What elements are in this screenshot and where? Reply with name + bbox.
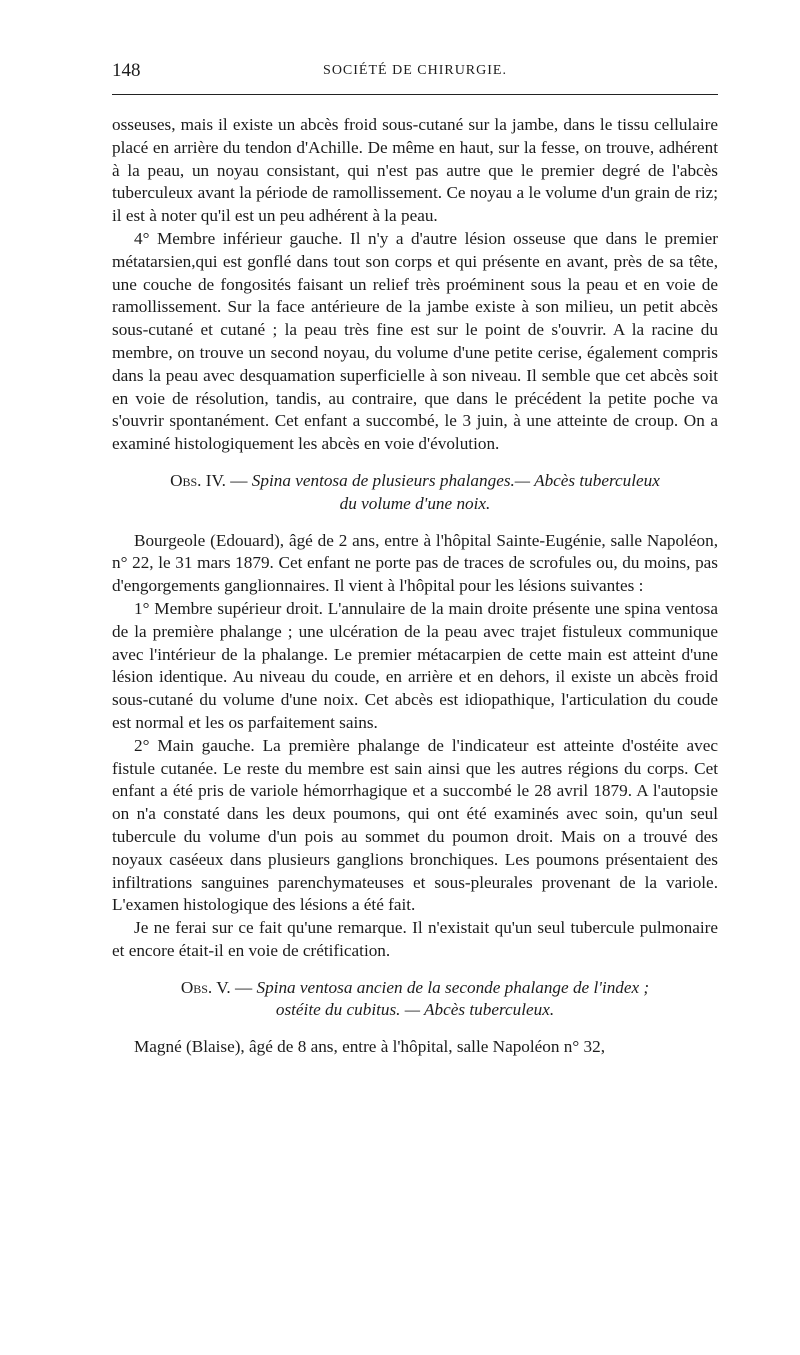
paragraph: Je ne ferai sur ce fait qu'une remarque. Il n'existait qu'un seul tubercule pulmonaire et encore était-il en voie de crétification. bbox=[112, 918, 718, 960]
header-rule bbox=[112, 94, 718, 95]
page-header bbox=[112, 58, 718, 88]
observation-title: Spina ventosa de plusieurs phalanges.— Abcès tuberculeux bbox=[251, 470, 660, 490]
observation-title: Spina ventosa ancien de la seconde phalange de l'index ; bbox=[256, 977, 650, 997]
observation-heading bbox=[112, 470, 718, 516]
running-title: SOCIÉTÉ DE CHIRURGIE. bbox=[323, 63, 507, 78]
paragraph: Magné (Blaise), âgé de 8 ans, entre à l'hôpital, salle Napoléon n° 32, bbox=[134, 1037, 606, 1057]
observation-heading bbox=[112, 977, 718, 1023]
paragraph: osseuses, mais il existe un abcès froid sous-cutané sur la jambe, dans le tissu cellulaire placé en arrière du tendon d'Achille. De même en haut, sur la fesse, on trouve, adhérent à la peau, un noyau consistant, qui n'est pas autre que le premier degré de l'abcès tuberculeux avant la période de ramollissement. Ce noyau a le volume d'un grain de riz; il est à noter qu'il est un peu adhérent à la peau. bbox=[112, 115, 718, 226]
paragraph: 2° Main gauche. La première phalange de l'indicateur est atteinte d'ostéite avec fistule cutanée. Le reste du membre est sain ainsi que les autres régions du corps. Cet enfant a été pris de variole hémorrhagique et a succombé le 28 avril 1879. A l'autopsie on n'a constaté dans les deux poumons, qui ont été examinés avec soin, qu'un seul tubercule du volume d'un pois au sommet du poumon droit. Mais on a trouvé des noyaux caséeux dans plusieurs ganglions bronchiques. Les poumons présentaient des infiltrations sanguines parenchymateuses et sous-pleurales provenant de la variole. L'examen histologique des lésions a été fait. bbox=[112, 735, 718, 915]
body-text bbox=[112, 114, 718, 1059]
observation-title: du volume d'une noix. bbox=[339, 493, 491, 513]
observation-label: Obs. V. — bbox=[180, 977, 253, 997]
paragraph: 4° Membre inférieur gauche. Il n'y a d'autre lésion osseuse que dans le premier métatarsien,qui est gonflé dans tout son corps et qui présente en avant, près de sa tête, une couche de fongosités faisant un relief très proéminent sous la peau et en voie de ramollissement. Sur la face antérieure de la jambe existe à son milieu, un petit abcès sous-cutané et cutané ; la peau très fine est sur le point de s'ouvrir. A la racine du membre, on trouve un second noyau, du volume d'une petite cerise, également compris dans la peau avec desquamation superficielle à son niveau. Il semble que cet abcès soit en voie de résolution, tandis, au contraire, que dans le précédent la petite poche va s'ouvrir spontanément. Cet enfant a succombé, le 3 juin, à une atteinte de croup. On a examiné histologiquement les abcès en voie d'évolution. bbox=[112, 228, 718, 454]
page-number: 148 bbox=[112, 60, 141, 81]
paragraph: 1° Membre supérieur droit. L'annulaire de la main droite présente une spina ventosa de la première phalange ; une ulcération de la peau avec trajet fistuleux communique avec l'intérieur de la phalange. Le premier métacarpien de cette main est atteint d'une lésion identique. Au niveau du coude, en arrière et en dehors, il existe un abcès froid sous-cutané du volume d'une noix. Cet abcès est idiopathique, l'articulation du coude est normal et les os parfaitement sains. bbox=[112, 598, 718, 732]
observation-title: ostéite du cubitus. — Abcès tuberculeux. bbox=[275, 1000, 555, 1020]
paragraph: Bourgeole (Edouard), âgé de 2 ans, entre à l'hôpital Sainte-Eugénie, salle Napoléon, n° 22, le 31 mars 1879. Cet enfant ne porte pas de traces de scrofules ou, du moins, pas d'engorgements ganglionnaires. Il vient à l'hôpital pour les lésions suivantes : bbox=[112, 530, 718, 596]
observation-label: Obs. IV. — bbox=[170, 470, 248, 490]
